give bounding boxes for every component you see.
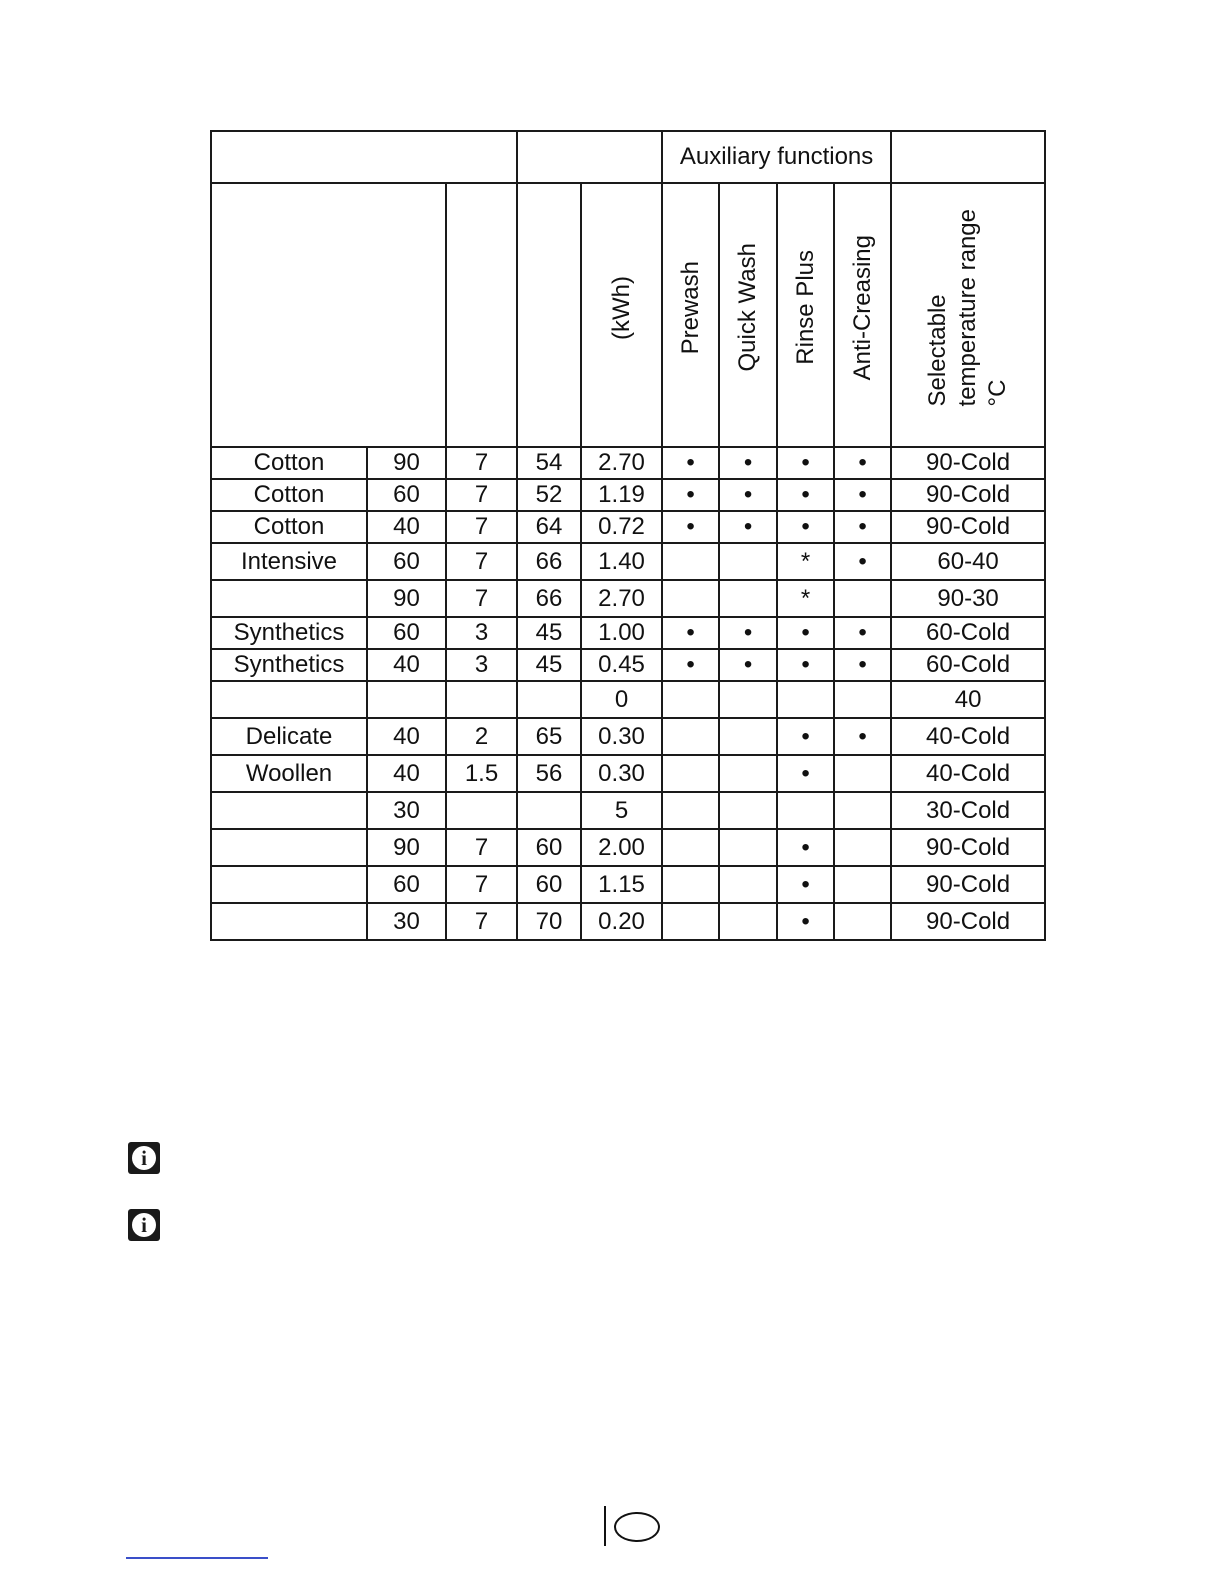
anti-creasing-header	[834, 183, 891, 447]
temperature-cell: 90	[367, 580, 446, 617]
programme-name-cell	[211, 792, 367, 829]
programme-name-cell: Cotton	[211, 479, 367, 511]
anti-creasing-label: Anti-Creasing	[848, 234, 876, 381]
temperature-range-cell: 40-Cold	[891, 718, 1045, 755]
programme-name-cell: Woollen	[211, 755, 367, 792]
anti-creasing-cell: •	[834, 649, 891, 681]
rinse-plus-cell: •	[777, 511, 834, 543]
energy-cell: 1.15	[581, 866, 662, 903]
water-cell	[517, 681, 581, 718]
energy-cell: 1.40	[581, 543, 662, 580]
quick-wash-label: Quick Wash	[734, 243, 762, 372]
temperature-range-cell: 90-Cold	[891, 866, 1045, 903]
programme-name-cell: Delicate	[211, 718, 367, 755]
energy-cell: 5	[581, 792, 662, 829]
rinse-plus-cell: •	[777, 866, 834, 903]
table-row	[211, 649, 1045, 681]
programme-name-cell	[211, 580, 367, 617]
quick-wash-cell	[719, 792, 777, 829]
anti-creasing-cell: •	[834, 511, 891, 543]
energy-cell: 2.70	[581, 580, 662, 617]
prewash-cell	[662, 755, 719, 792]
rinse-plus-header	[777, 183, 834, 447]
temperature-range-cell: 40	[891, 681, 1045, 718]
load-cell: 3	[446, 649, 517, 681]
rinse-plus-cell: •	[777, 829, 834, 866]
table-row	[211, 903, 1045, 940]
header-blank-cell	[211, 183, 446, 447]
anti-creasing-cell	[834, 792, 891, 829]
table-body	[211, 447, 1045, 940]
load-cell: 7	[446, 903, 517, 940]
quick-wash-cell: •	[719, 447, 777, 479]
energy-cell: 0.30	[581, 718, 662, 755]
anti-creasing-cell	[834, 829, 891, 866]
water-cell: 70	[517, 903, 581, 940]
programme-table	[210, 130, 1046, 941]
temperature-range-label	[923, 209, 1013, 416]
anti-creasing-cell: •	[834, 718, 891, 755]
header-blank-cell	[891, 131, 1045, 183]
header-blank-cell	[211, 131, 517, 183]
anti-creasing-cell	[834, 903, 891, 940]
programme-name-cell	[211, 903, 367, 940]
prewash-cell	[662, 718, 719, 755]
rinse-plus-cell: •	[777, 447, 834, 479]
temperature-cell: 60	[367, 543, 446, 580]
quick-wash-cell	[719, 543, 777, 580]
load-cell: 7	[446, 447, 517, 479]
quick-wash-cell	[719, 681, 777, 718]
page-marker-bar	[604, 1506, 606, 1546]
quick-wash-cell: •	[719, 479, 777, 511]
prewash-cell	[662, 681, 719, 718]
water-cell: 65	[517, 718, 581, 755]
rinse-plus-cell	[777, 792, 834, 829]
anti-creasing-cell: •	[834, 617, 891, 649]
rinse-plus-label: Rinse Plus	[791, 250, 819, 365]
temperature-range-cell: 60-40	[891, 543, 1045, 580]
load-cell: 3	[446, 617, 517, 649]
quick-wash-cell	[719, 903, 777, 940]
prewash-cell	[662, 792, 719, 829]
temperature-cell: 40	[367, 649, 446, 681]
load-cell: 7	[446, 866, 517, 903]
temperature-range-cell: 90-Cold	[891, 511, 1045, 543]
anti-creasing-cell: •	[834, 447, 891, 479]
programme-name-cell: Cotton	[211, 447, 367, 479]
rinse-plus-cell	[777, 681, 834, 718]
header-blank-cell	[517, 183, 581, 447]
quick-wash-cell: •	[719, 649, 777, 681]
prewash-cell: •	[662, 617, 719, 649]
rinse-plus-cell: *	[777, 580, 834, 617]
prewash-header	[662, 183, 719, 447]
table-row	[211, 479, 1045, 511]
anti-creasing-cell	[834, 580, 891, 617]
temperature-range-cell: 60-Cold	[891, 649, 1045, 681]
prewash-cell: •	[662, 649, 719, 681]
prewash-label: Prewash	[676, 260, 704, 355]
water-cell: 66	[517, 580, 581, 617]
load-cell: 7	[446, 580, 517, 617]
water-cell: 64	[517, 511, 581, 543]
quick-wash-header	[719, 183, 777, 447]
load-cell	[446, 681, 517, 718]
water-cell: 60	[517, 866, 581, 903]
footer-rule	[126, 1557, 268, 1559]
rinse-plus-cell: *	[777, 543, 834, 580]
quick-wash-cell	[719, 718, 777, 755]
table-row	[211, 718, 1045, 755]
table-row	[211, 866, 1045, 903]
prewash-cell: •	[662, 479, 719, 511]
load-cell: 1.5	[446, 755, 517, 792]
quick-wash-cell: •	[719, 617, 777, 649]
temperature-range-cell: 90-Cold	[891, 479, 1045, 511]
temperature-range-cell: 90-Cold	[891, 829, 1045, 866]
temperature-cell: 90	[367, 447, 446, 479]
temperature-cell: 30	[367, 792, 446, 829]
energy-cell: 2.70	[581, 447, 662, 479]
load-cell: 7	[446, 543, 517, 580]
prewash-cell	[662, 903, 719, 940]
anti-creasing-cell: •	[834, 543, 891, 580]
temperature-range-header	[891, 183, 1045, 447]
programme-name-cell: Intensive	[211, 543, 367, 580]
load-cell	[446, 792, 517, 829]
info-icon: i	[128, 1209, 160, 1241]
load-cell: 7	[446, 511, 517, 543]
quick-wash-cell	[719, 755, 777, 792]
programme-name-cell: Cotton	[211, 511, 367, 543]
energy-unit-label: (kWh)	[607, 275, 635, 340]
energy-cell: 1.00	[581, 617, 662, 649]
programme-name-cell: Synthetics	[211, 617, 367, 649]
water-cell: 45	[517, 617, 581, 649]
prewash-cell: •	[662, 511, 719, 543]
temperature-range-cell: 90-Cold	[891, 903, 1045, 940]
temperature-range-cell: 90-Cold	[891, 447, 1045, 479]
temperature-cell: 60	[367, 866, 446, 903]
quick-wash-cell	[719, 866, 777, 903]
rinse-plus-cell: •	[777, 617, 834, 649]
header-blank-cell	[446, 183, 517, 447]
temperature-cell: 40	[367, 511, 446, 543]
temperature-cell	[367, 681, 446, 718]
water-cell: 56	[517, 755, 581, 792]
rinse-plus-cell: •	[777, 649, 834, 681]
temp-header-line: temperature range	[954, 208, 982, 407]
programme-name-cell	[211, 681, 367, 718]
table-row	[211, 829, 1045, 866]
anti-creasing-cell	[834, 866, 891, 903]
water-cell: 60	[517, 829, 581, 866]
language-oval-icon	[614, 1512, 660, 1542]
table-row	[211, 543, 1045, 580]
rinse-plus-cell: •	[777, 718, 834, 755]
info-icon: i	[128, 1142, 160, 1174]
energy-cell: 0	[581, 681, 662, 718]
energy-cell: 0.45	[581, 649, 662, 681]
prewash-cell	[662, 543, 719, 580]
energy-header	[581, 183, 662, 447]
anti-creasing-cell: •	[834, 479, 891, 511]
prewash-cell: •	[662, 447, 719, 479]
energy-cell: 0.20	[581, 903, 662, 940]
prewash-cell	[662, 866, 719, 903]
prewash-cell	[662, 829, 719, 866]
temperature-cell: 60	[367, 617, 446, 649]
energy-cell: 0.72	[581, 511, 662, 543]
temperature-cell: 90	[367, 829, 446, 866]
rinse-plus-cell: •	[777, 755, 834, 792]
quick-wash-cell: •	[719, 511, 777, 543]
rinse-plus-cell: •	[777, 903, 834, 940]
table-row	[211, 681, 1045, 718]
temperature-cell: 30	[367, 903, 446, 940]
water-cell: 66	[517, 543, 581, 580]
table-row	[211, 755, 1045, 792]
anti-creasing-cell	[834, 681, 891, 718]
temperature-range-cell: 90-30	[891, 580, 1045, 617]
energy-cell: 2.00	[581, 829, 662, 866]
load-cell: 7	[446, 829, 517, 866]
programme-name-cell	[211, 866, 367, 903]
load-cell: 7	[446, 479, 517, 511]
load-cell: 2	[446, 718, 517, 755]
temperature-cell: 40	[367, 755, 446, 792]
water-cell: 45	[517, 649, 581, 681]
aux-functions-header: Auxiliary functions	[662, 131, 891, 183]
energy-cell: 0.30	[581, 755, 662, 792]
water-cell: 54	[517, 447, 581, 479]
table-row	[211, 617, 1045, 649]
table-row	[211, 511, 1045, 543]
header-blank-cell	[517, 131, 662, 183]
temperature-range-cell: 30-Cold	[891, 792, 1045, 829]
temp-header-line: Selectable	[924, 294, 952, 407]
temperature-range-cell: 40-Cold	[891, 755, 1045, 792]
water-cell: 52	[517, 479, 581, 511]
anti-creasing-cell	[834, 755, 891, 792]
temperature-cell: 40	[367, 718, 446, 755]
temperature-range-cell: 60-Cold	[891, 617, 1045, 649]
programme-name-cell	[211, 829, 367, 866]
table-row	[211, 447, 1045, 479]
temp-header-line: °C	[984, 379, 1012, 407]
quick-wash-cell	[719, 580, 777, 617]
energy-cell: 1.19	[581, 479, 662, 511]
programme-name-cell: Synthetics	[211, 649, 367, 681]
temperature-cell: 60	[367, 479, 446, 511]
water-cell	[517, 792, 581, 829]
prewash-cell	[662, 580, 719, 617]
table-row	[211, 792, 1045, 829]
table-row	[211, 580, 1045, 617]
rinse-plus-cell: •	[777, 479, 834, 511]
quick-wash-cell	[719, 829, 777, 866]
